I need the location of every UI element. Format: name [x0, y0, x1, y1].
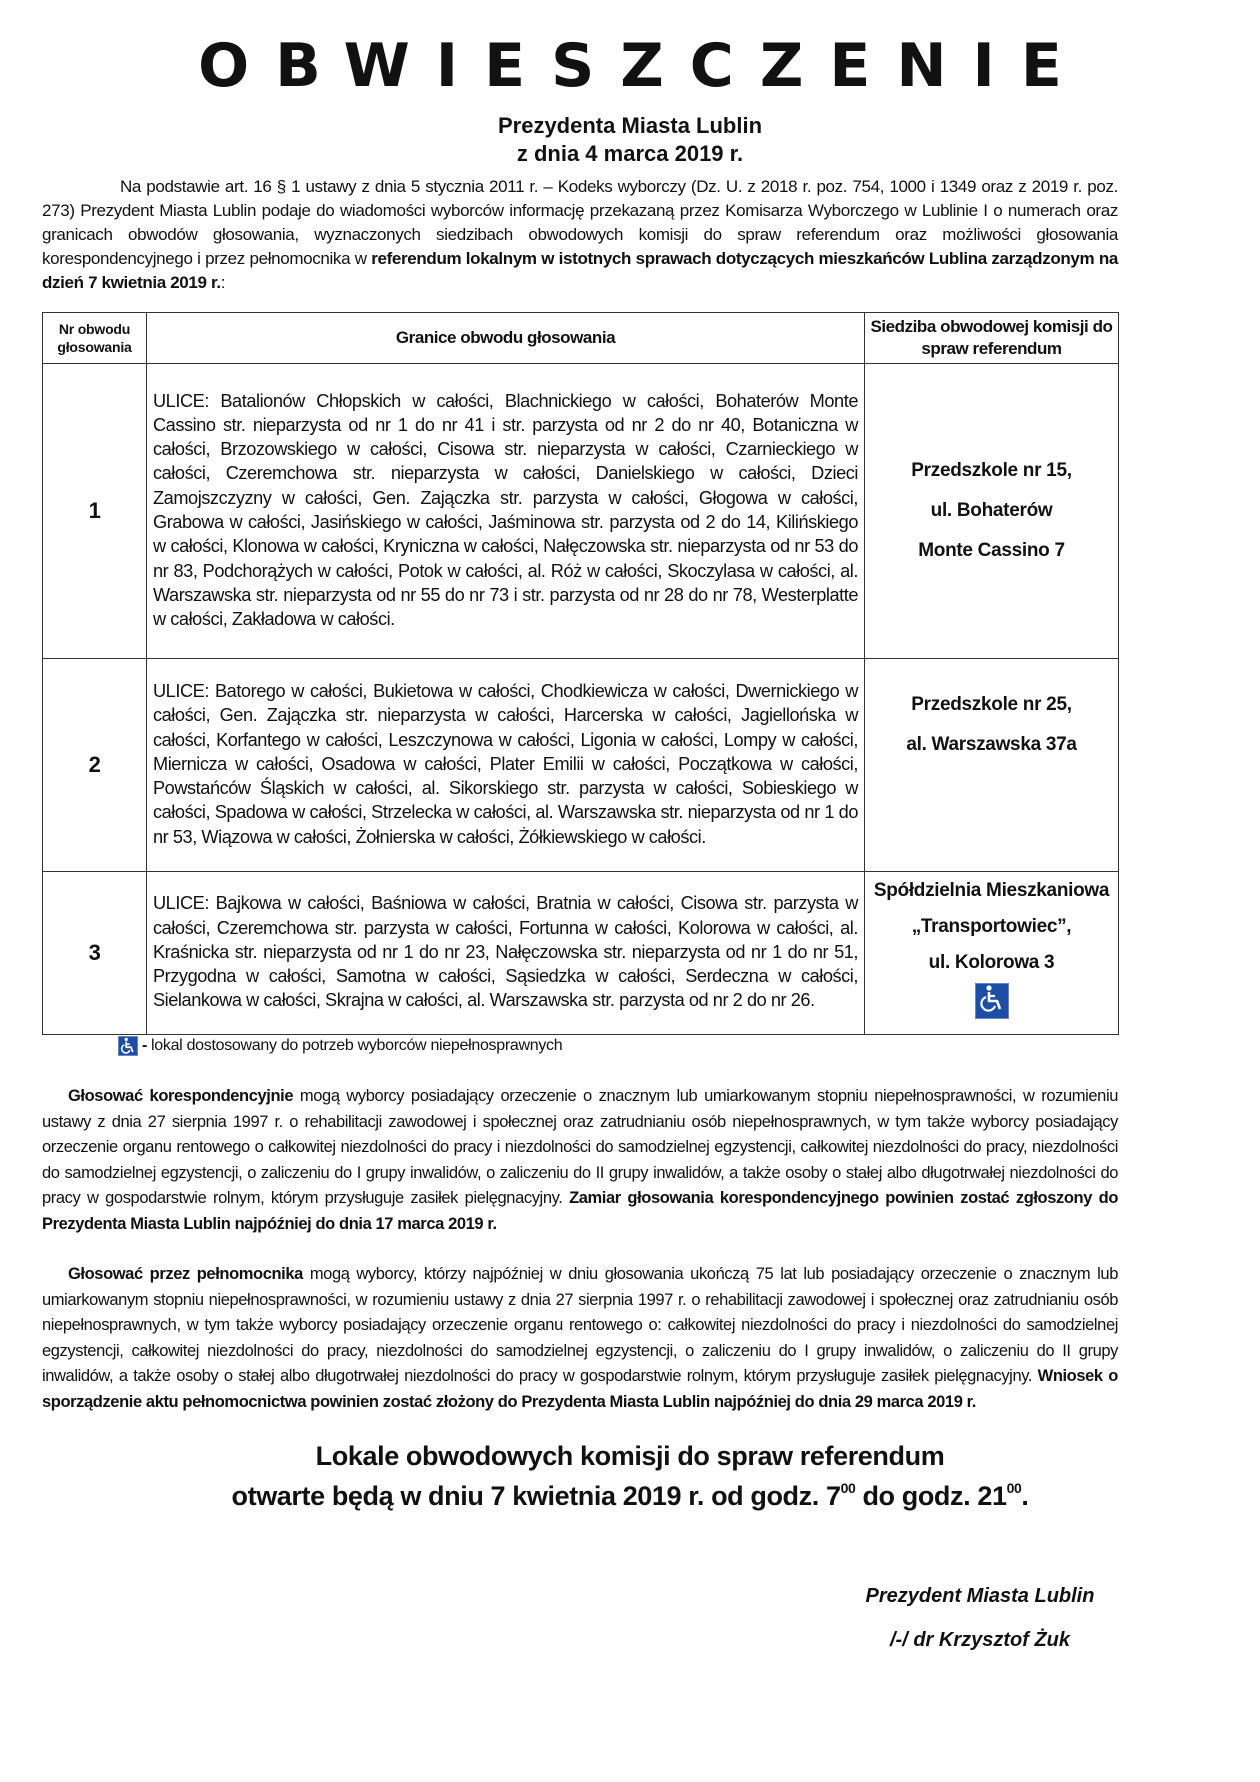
closing-line-2: otwarte będą w dniu 7 kwietnia 2019 r. od godz. $7^{00}$ do godz. $21^{00}$.: [231, 1480, 1029, 1511]
close-minutes: 00: [1006, 1480, 1022, 1496]
close-hour: 21: [977, 1481, 1007, 1511]
table-row: [43, 364, 1119, 659]
signature-block: [830, 1574, 1130, 1662]
open-hour: 7: [825, 1481, 841, 1511]
document-subtitle: [0, 112, 1260, 168]
table-row: [43, 872, 1119, 1035]
intro-paragraph: [42, 175, 1118, 295]
legend-text: lokal dostosowany do potrzeb wyborców niepełnosprawnych: [151, 1037, 563, 1054]
table-header-row: [43, 313, 1119, 364]
issuer: Prezydenta Miasta Lublin: [497, 113, 763, 138]
intro-text: Na podstawie art. 16 § 1 ustawy z dnia 5 stycznia 2011 r. – Kodeks wyborczy (Dz. U. z 2018 r. poz. 754, 1000 i 1349 oraz z 2019 r. poz. 273) Prezydent Miasta Lublin podaje do wiadomości wyborców informację przekazaną przez Komisarza Wyborczego w Lublinie I o numerach oraz granicach obwodów głosowania, wyznaczonych siedzibach obwodowych komisji do spraw referendum oraz możliwości głosowania korespondencyjnego i przez pełnomocnika w: [42, 177, 1118, 268]
seat-line: al. Warszawska 37a: [906, 734, 1077, 755]
postal-voting-text: mogą wyborcy posiadający orzeczenie o znacznym lub umiarkowanym stopniu niepełnosprawności, w rozumieniu ustawy z dnia 27 sierpnia 1997 r. o rehabilitacji zawodowej i społecznej oraz zatrudnianiu osób niepełnosprawnych, w tym także wyborcy posiadający orzeczenie organu rentowego o całkowitej niezdolności do pracy i niezdolności do samodzielnej egzystencji, całkowitej niezdolności do pracy, niezdolności do samodzielnej egzystencji, o zaliczeniu do I grupy inwalidów, o zaliczeniu do II grupy inwalidów, a także osoby o stałej albo długotrwałej niezdolności do pracy w gospodarstwie rolnym, którym przysługuje zasiłek pielęgnacyjny.: [42, 1087, 1118, 1207]
seat-line: Spółdzielnia Mieszkaniowa: [873, 880, 1110, 901]
intro-end: :: [220, 273, 226, 292]
commission-seat: [865, 659, 1119, 872]
seat-line: Monte Cassino 7: [918, 540, 1065, 561]
signature-name: /-/ dr Krzysztof Żuk: [889, 1629, 1070, 1651]
commission-seat: [865, 364, 1119, 659]
signature-title: Prezydent Miasta Lublin: [865, 1585, 1095, 1607]
closing-line-1: Lokale obwodowych komisji do spraw referendum: [315, 1441, 945, 1471]
table-row: [43, 659, 1119, 872]
wheelchair-accessible-icon: [118, 1036, 138, 1056]
header-district-number: Nr obwodu głosowania: [43, 313, 147, 364]
issue-date: z dnia 4 marca 2019 r.: [516, 141, 744, 166]
document-title: OBWIESZCZENIE: [198, 31, 1088, 101]
seat-line: „Transportowiec”,: [911, 916, 1072, 937]
proxy-voting-lead: Głosować przez pełnomocnika: [68, 1265, 303, 1283]
header-commission-seat: Siedziba obwodowej komisji do spraw referendum: [865, 313, 1119, 364]
intro-bold-text: referendum lokalnym w istotnych sprawach dotyczących mieszkańców Lublina zarządzonym na dzień 7 kwietnia 2019 r.: [42, 249, 1118, 292]
wheelchair-accessible-icon: [975, 983, 1009, 1019]
proxy-voting-text: mogą wyborcy, którzy najpóźniej w dniu głosowania ukończą 75 lat lub posiadający orzeczenie o znacznym lub umiarkowanym stopniu niepełnosprawności, w rozumieniu ustawy z dnia 27 sierpnia 1997 r. o rehabilitacji zawodowej i społecznej oraz zatrudnianiu osób niepełnosprawnych, w tym także wyborcy posiadający orzeczenie organu rentowego o: całkowitej niezdolności do pracy i niezdolności do samodzielnej egzystencji, całkowitej niezdolności do pracy, niezdolności do samodzielnej egzystencji, o zaliczeniu do I grupy inwalidów, o zaliczeniu do II grupy inwalidów, a także osoby o stałej albo długotrwałej niezdolności do pracy w gospodarstwie rolnym, którym przysługuje zasiłek pielęgnacyjny.: [42, 1265, 1118, 1385]
postal-voting-paragraph: [42, 1084, 1118, 1237]
district-streets: ULICE: Bajkowa w całości, Baśniowa w całości, Bratnia w całości, Cisowa str. parzysta w całości, Czeremchowa str. parzysta w całości, Fortunna w całości, Kolorowa w całości, al. Kraśnicka str. nieparzysta od nr 1 do nr 23, Nałęczowska str. nieparzysta od nr 1 do nr 51, Przygodna w całości, Samotna w całości, Sąsiedzka w całości, Serdeczna w całości, Sielankowa w całości, Skrajna w całości, al. Warszawska str. parzysta od nr 2 do nr 26.: [147, 872, 865, 1035]
district-streets: ULICE: Batorego w całości, Bukietowa w całości, Chodkiewicza w całości, Dwernickiego w całości, Gen. Zajączka str. nieparzysta w całości, Harcerska w całości, Jagiellońska w całości, Korfantego w całości, Leszczynowa w całości, Ligonia w całości, Lompy w całości, Miernicza w całości, Osadowa w całości, Plater Emilii w całości, Początkowa w całości, Powstańców Śląskich w całości, al. Sikorskiego str. parzysta w całości, Sobieskiego w całości, Spadowa w całości, Strzelecka w całości, al. Warszawska str. nieparzysta od nr 1 do nr 53, Wiązowa w całości, Żołnierska w całości, Żółkiewskiego w całości.: [147, 659, 865, 872]
open-minutes: 00: [840, 1480, 856, 1496]
district-streets: ULICE: Batalionów Chłopskich w całości, Blachnickiego w całości, Bohaterów Monte Cassino str. nieparzysta od nr 1 do nr 41 i str. parzysta od nr 2 do nr 40, Botaniczna w całości, Brzozowskiego w całości, Cisowa str. nieparzysta w całości, Czarnieckiego w całości, Czeremchowa str. nieparzysta w całości, Danielskiego w całości, Dzieci Zamojszczyzny w całości, Gen. Zajączka str. parzysta w całości, Głogowa w całości, Grabowa w całości, Jasińskiego w całości, Jaśminowa str. parzysta od 2 do 14, Kilińskiego w całości, Klonowa w całości, Kryniczna w całości, Nałęczowska str. nieparzysta od nr 53 do nr 83, Podchorążych w całości, Potok w całości, al. Róż w całości, Skoczylasa w całości, al. Warszawska str. nieparzysta od nr 55 do nr 73 i str. parzysta od nr 28 do nr 78, Westerplatte w całości, Zakładowa w całości.: [147, 364, 865, 659]
seat-line: ul. Bohaterów: [930, 500, 1053, 521]
district-number: 1: [43, 364, 147, 659]
legend-dash: -: [142, 1037, 148, 1054]
proxy-voting-deadline: Wniosek o sporządzenie aktu pełnomocnictwa powinien zostać złożony do Prezydenta Miasta Lublin najpóźniej do dnia 29 marca 2019 r.: [42, 1367, 1118, 1411]
postal-voting-lead: Głosować korespondencyjnie: [68, 1087, 294, 1105]
district-number: 3: [43, 872, 147, 1035]
accessibility-legend: [118, 1034, 562, 1058]
header-boundaries: Granice obwodu głosowania: [147, 313, 865, 364]
seat-line: ul. Kolorowa 3: [928, 952, 1055, 973]
seat-line: Przedszkole nr 15,: [911, 460, 1072, 481]
district-number: 2: [43, 659, 147, 872]
voting-districts-table: [42, 312, 1119, 1035]
commission-seat: [865, 872, 1119, 1035]
seat-line: Przedszkole nr 25,: [911, 694, 1072, 715]
opening-hours-notice: [0, 1436, 1260, 1516]
postal-voting-deadline: Zamiar głosowania korespondencyjnego powinien zostać zgłoszony do Prezydenta Miasta Lublin najpóźniej do dnia 17 marca 2019 r.: [42, 1189, 1118, 1233]
proxy-voting-paragraph: [42, 1262, 1118, 1415]
